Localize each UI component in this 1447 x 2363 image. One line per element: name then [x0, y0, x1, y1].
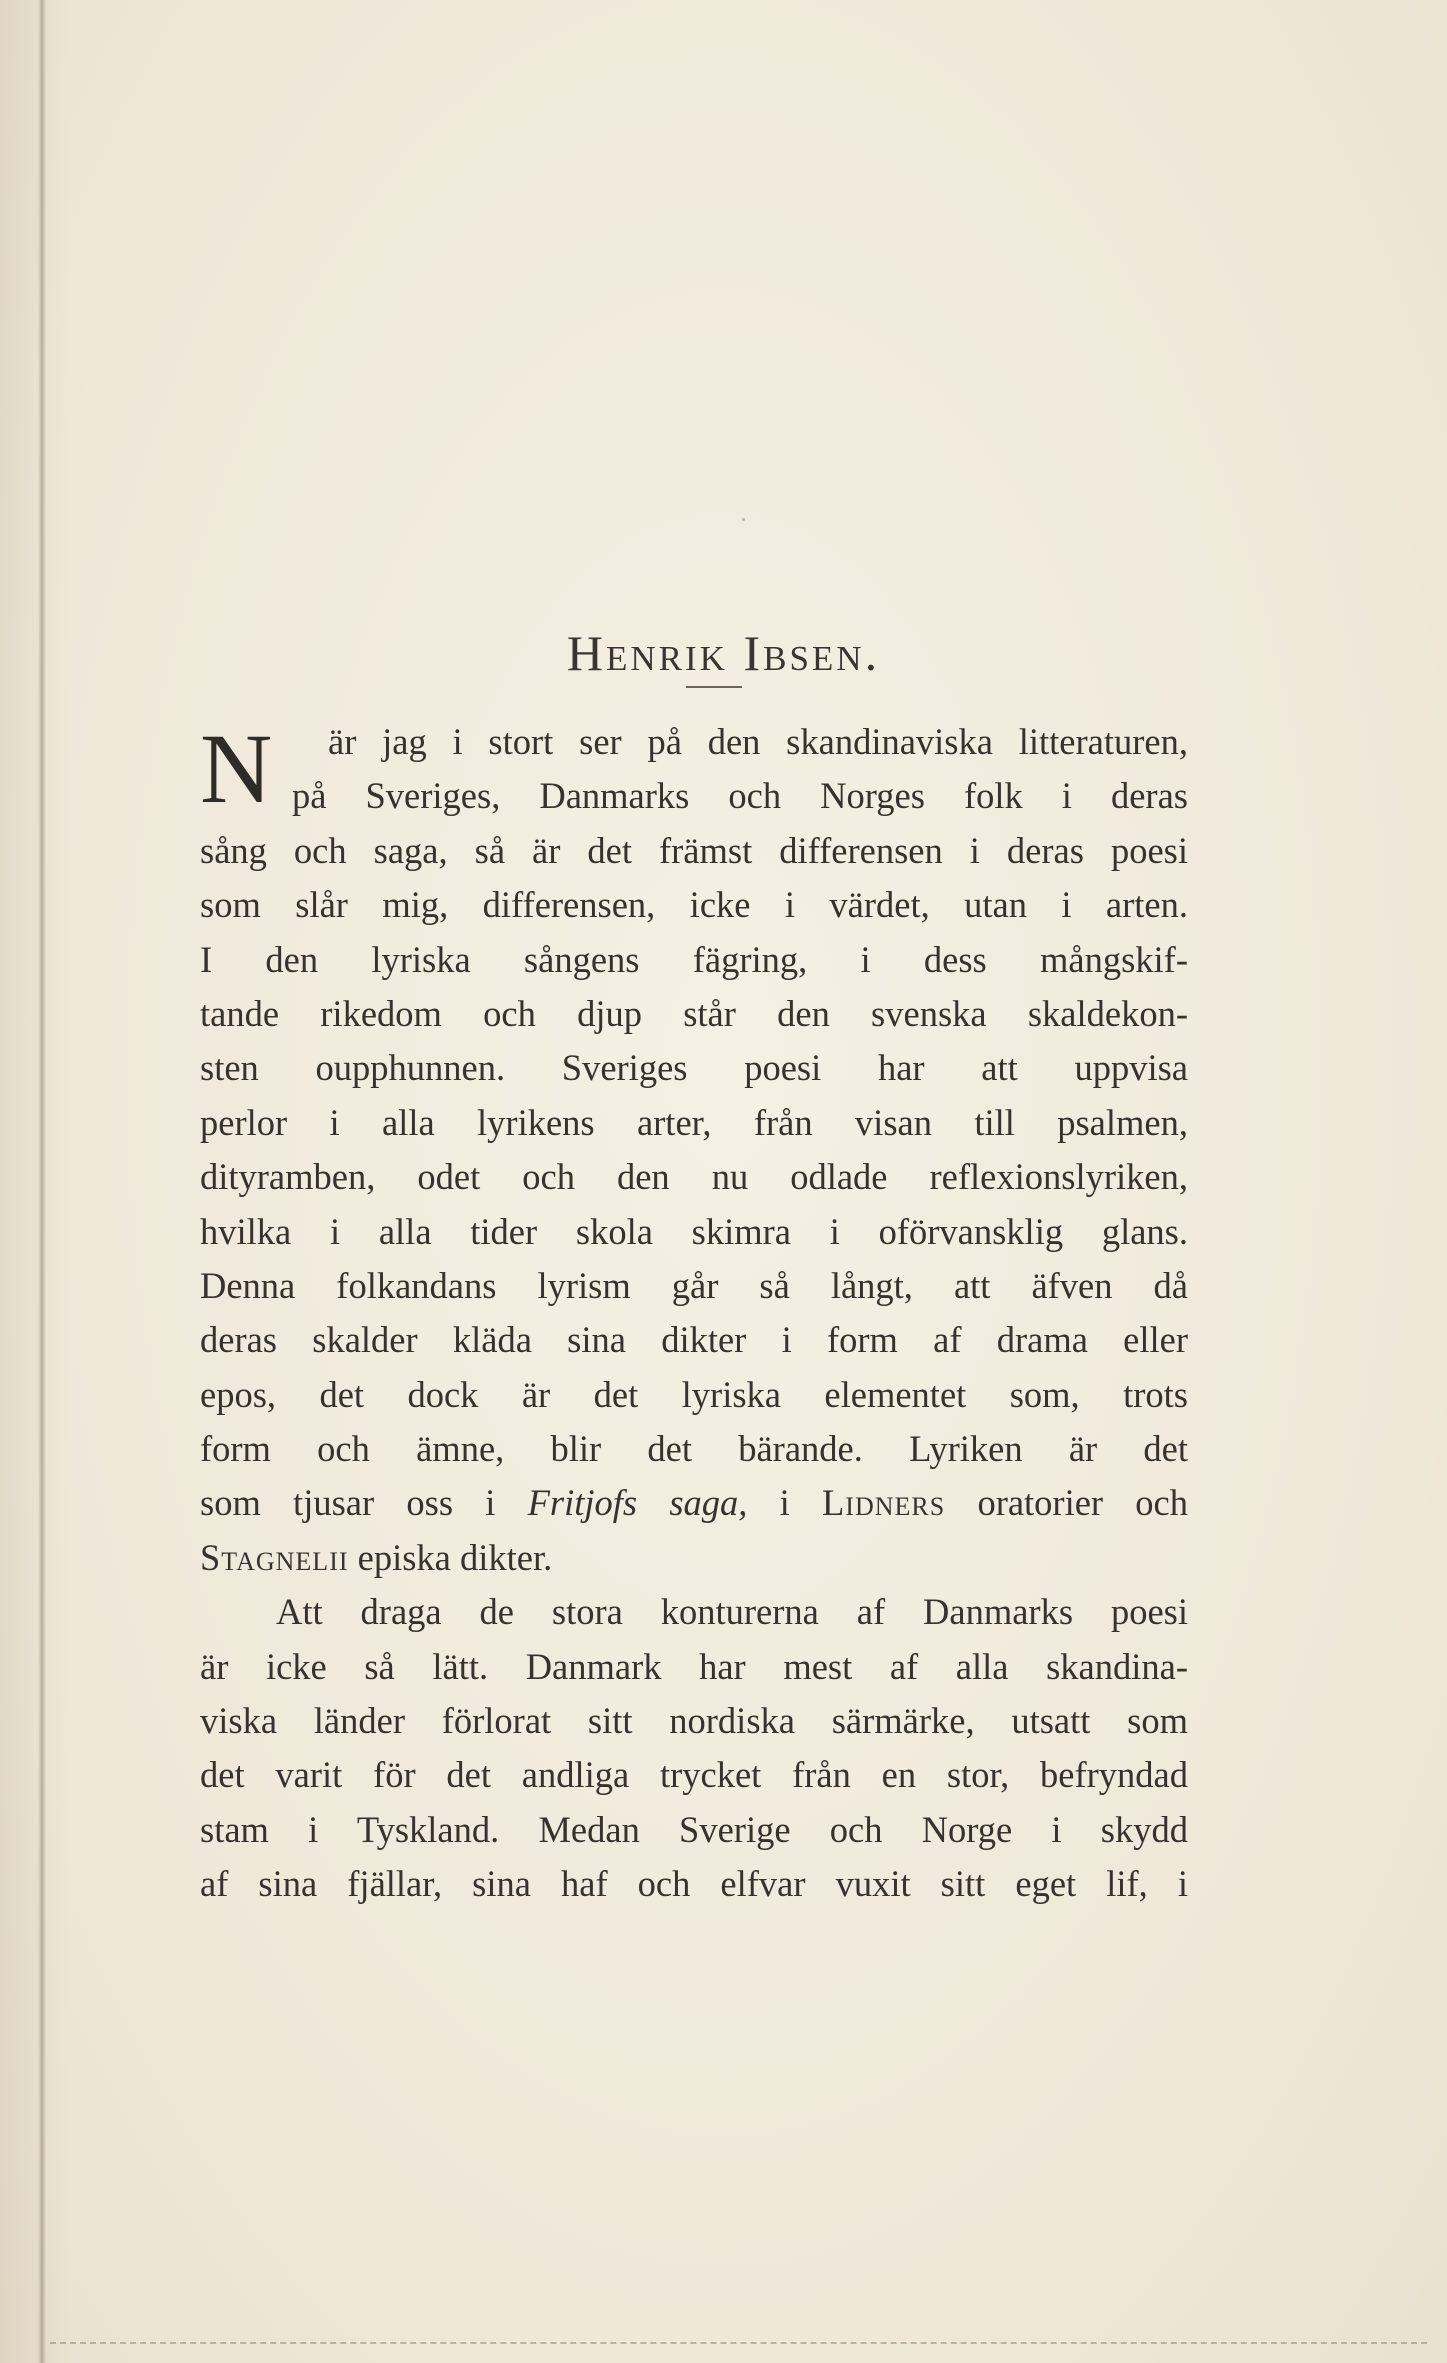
text-run: episka dikter.	[357, 1536, 553, 1578]
text-line: Att draga de stora konturerna af Danmarks poesi	[276, 1591, 1188, 1633]
text-line: är jag i stort ser på den skandinaviska litteraturen,	[328, 721, 1188, 762]
binding-edge	[38, 0, 46, 2363]
text-line: det varit för det andliga trycket från en stor, befryndad	[200, 1754, 1188, 1796]
text-line: epos, det dock är det lyriska elementet som, trots	[200, 1373, 1188, 1415]
text-line: som slår mig, differensen, icke i värdet, utan i arten.	[200, 884, 1188, 926]
text-run: oratorier och	[977, 1482, 1188, 1524]
chapter-title: Henrik Ibsen.	[566, 624, 881, 681]
text-line: stam i Tyskland. Medan Sverige och Norge i skydd	[200, 1808, 1188, 1850]
text-line: hvilka i alla tider skola skimra i oförvansklig glans.	[200, 1210, 1188, 1252]
text-line: af sina fjällar, sina haf och elfvar vuxit sitt eget lif, i	[200, 1863, 1188, 1905]
opening-paragraph	[200, 715, 1188, 824]
text-line: på Sveriges, Danmarks och Norges folk i deras	[292, 775, 1188, 817]
paper-speck	[742, 518, 745, 521]
text-line: viska länder förlorat sitt nordiska särmärke, utsatt som	[200, 1700, 1188, 1742]
title-divider	[686, 686, 742, 688]
text-line: tande rikedom och djup står den svenska skaldekon-	[200, 992, 1188, 1034]
body-text	[200, 715, 1188, 1912]
drop-capital: N	[200, 713, 273, 824]
text-line: dityramben, odet och den nu odlade reflexionslyriken,	[200, 1156, 1188, 1198]
text-line: sten oupphunnen. Sveriges poesi har att uppvisa	[200, 1047, 1188, 1089]
text-run: som tjusar oss i	[200, 1482, 496, 1524]
author-name-smallcaps: Stagnelii	[200, 1536, 349, 1578]
text-line: är icke så lätt. Danmark har mest af alla skandina-	[200, 1645, 1188, 1687]
page-bottom-edge	[50, 2342, 1427, 2344]
text-line: deras skalder kläda sina dikter i form af drama eller	[200, 1319, 1188, 1361]
text-line: sång och saga, så är det främst differensen i deras poesi	[200, 829, 1188, 871]
text-line-mixed	[200, 1531, 1188, 1585]
text-line-mixed	[200, 1476, 1188, 1530]
work-title-italic: Fritjofs saga,	[527, 1482, 748, 1524]
text-line: I den lyriska sångens fägring, i dess mångskif-	[200, 938, 1188, 980]
text-line: form och ämne, blir det bärande. Lyriken är det	[200, 1428, 1188, 1470]
text-run: i	[779, 1482, 790, 1524]
text-line: Denna folkandans lyrism går så långt, att äfven då	[200, 1264, 1188, 1306]
author-name-smallcaps: Lidners	[822, 1482, 946, 1524]
text-line: perlor i alla lyrikens arter, från visan till psalmen,	[200, 1101, 1188, 1143]
